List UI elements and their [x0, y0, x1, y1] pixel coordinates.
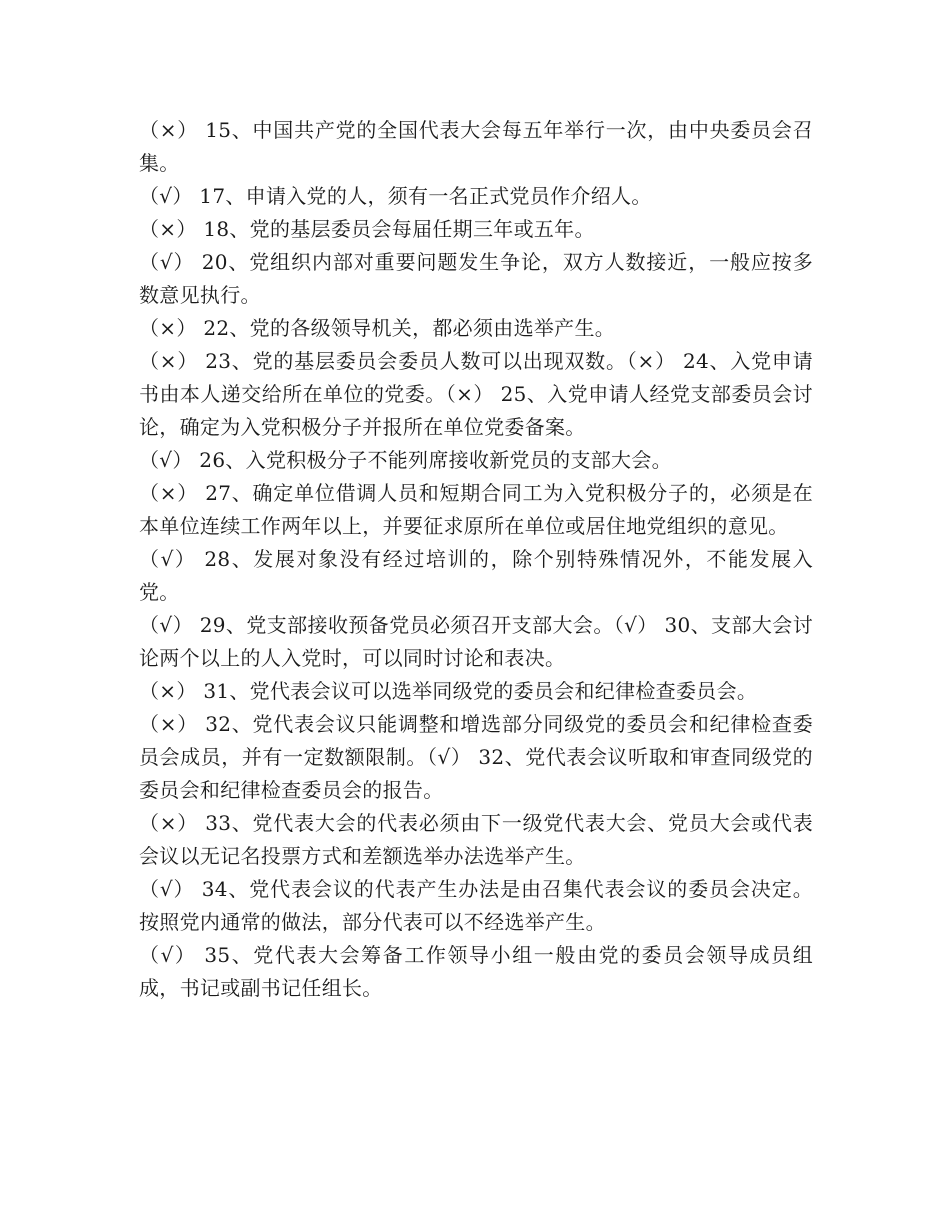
question-32: （×） 32、党代表会议只能调整和增选部分同级党的委员会和纪律检查委员会成员，并有一定数额限制。（√） 32、党代表会议听取和审查同级党的委员会和纪律检查委员会的报告。	[139, 712, 813, 802]
question-34: （√） 34、党代表会议的代表产生办法是由召集代表会议的委员会决定。按照党内通常的做法，部分代表可以不经选举产生。	[139, 877, 813, 934]
question-28: （√） 28、发展对象没有经过培训的，除个别特殊情况外，不能发展入党。	[139, 547, 813, 604]
question-20: （√） 20、党组织内部对重要问题发生争论，双方人数接近，一般应按多数意见执行。	[139, 250, 813, 307]
question-29-30: （√） 29、党支部接收预备党员必须召开支部大会。（√） 30、支部大会讨论两个以上的人入党时，可以同时讨论和表决。	[139, 613, 813, 670]
question-18: （×） 18、党的基层委员会每届任期三年或五年。	[139, 217, 595, 241]
document-body	[139, 114, 813, 1005]
question-17: （√） 17、申请入党的人，须有一名正式党员作介绍人。	[139, 184, 652, 208]
question-22: （×） 22、党的各级领导机关，都必须由选举产生。	[139, 316, 616, 340]
question-35: （√） 35、党代表大会筹备工作领导小组一般由党的委员会领导成员组成，书记或副书记任组长。	[139, 943, 813, 1000]
question-33: （×） 33、党代表大会的代表必须由下一级党代表大会、党员大会或代表会议以无记名投票方式和差额选举办法选举产生。	[139, 811, 813, 868]
question-31: （×） 31、党代表会议可以选举同级党的委员会和纪律检查委员会。	[139, 679, 758, 703]
question-15: （×） 15、中国共产党的全国代表大会每五年举行一次，由中央委员会召集。	[139, 118, 813, 175]
question-27: （×） 27、确定单位借调人员和短期合同工为入党积极分子的，必须是在本单位连续工作两年以上，并要征求原所在单位或居住地党组织的意见。	[139, 481, 813, 538]
question-23-25: （×） 23、党的基层委员会委员人数可以出现双数。（×） 24、入党申请书由本人递交给所在单位的党委。（×） 25、入党申请人经党支部委员会讨论，确定为入党积极分子并报所在单位党委备案。	[139, 349, 813, 439]
question-26: （√） 26、入党积极分子不能列席接收新党员的支部大会。	[139, 448, 672, 472]
